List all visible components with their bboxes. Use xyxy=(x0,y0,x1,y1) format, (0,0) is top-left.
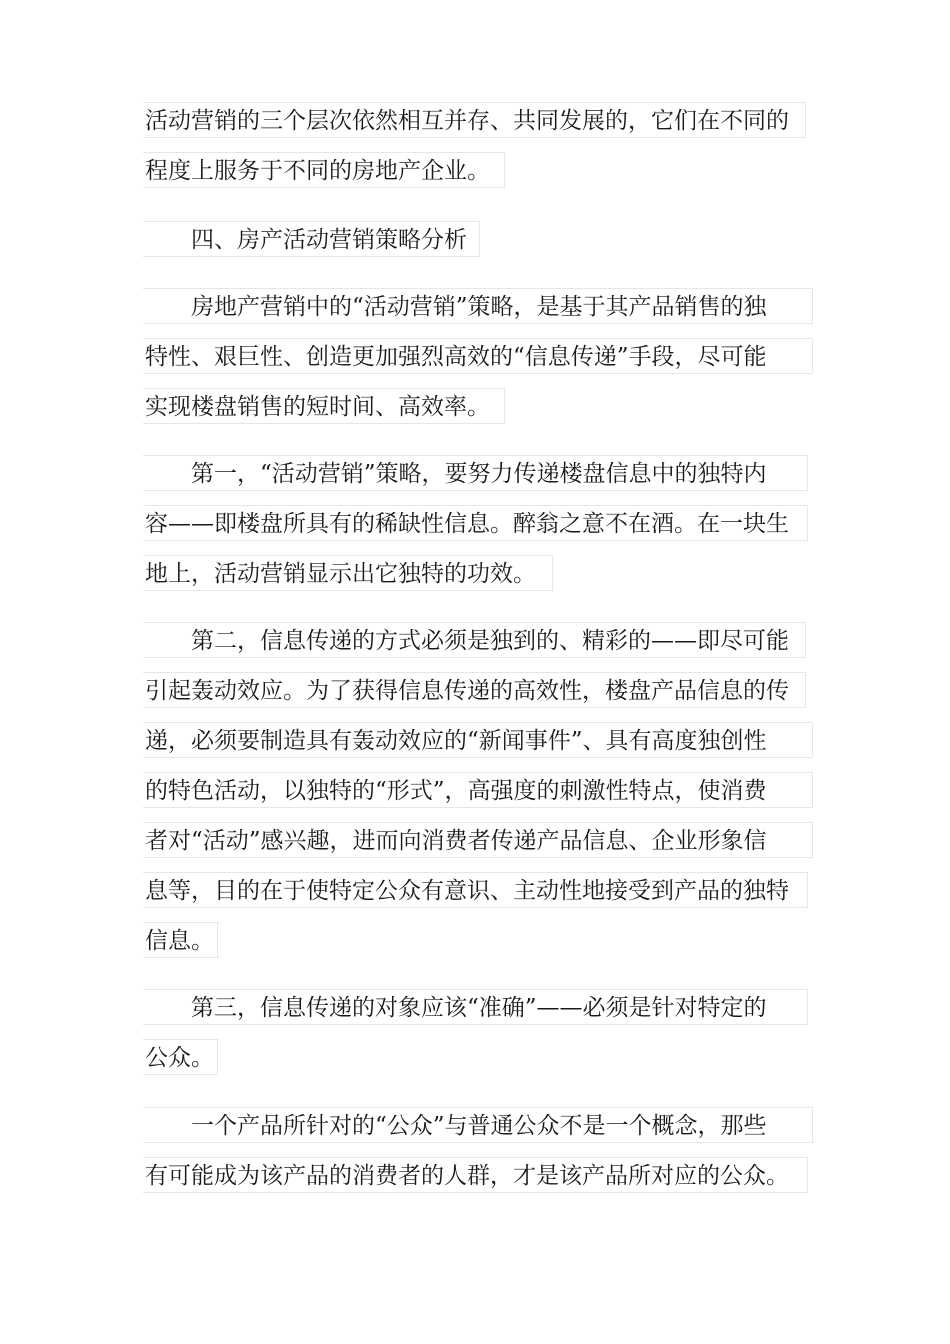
text-line: 第一，“活动营销”策略，要努力传递楼盘信息中的独特内 xyxy=(143,455,808,491)
text-line: 活动营销的三个层次依然相互并存、共同发展的，它们在不同的 xyxy=(143,102,806,138)
text-line: 者对“活动”感兴趣，进而向消费者传递产品信息、企业形象信 xyxy=(143,822,813,858)
section-heading: 四、房产活动营销策略分析 xyxy=(143,221,480,257)
text-line: 容——即楼盘所具有的稀缺性信息。醉翁之意不在酒。在一块生 xyxy=(143,505,808,541)
text-line: 的特色活动，以独特的“形式”，高强度的刺激性特点，使消费 xyxy=(143,772,813,808)
text-line: 实现楼盘销售的短时间、高效率。 xyxy=(143,388,505,424)
text-line: 引起轰动效应。为了获得信息传递的高效性，楼盘产品信息的传 xyxy=(143,672,806,708)
text-line: 特性、艰巨性、创造更加强烈高效的“信息传递”手段，尽可能 xyxy=(143,338,813,374)
text-line: 息等，目的在于使特定公众有意识、主动性地接受到产品的独特 xyxy=(143,872,808,908)
text-line: 程度上服务于不同的房地产企业。 xyxy=(143,152,505,188)
text-line: 一个产品所针对的“公众”与普通公众不是一个概念，那些 xyxy=(143,1107,813,1143)
text-line: 递，必须要制造具有轰动效应的“新闻事件”、具有高度独创性 xyxy=(143,722,813,758)
text-line: 公众。 xyxy=(143,1039,218,1075)
text-line: 第二，信息传递的方式必须是独到的、精彩的——即尽可能 xyxy=(143,622,806,658)
text-line: 房地产营销中的“活动营销”策略，是基于其产品销售的独 xyxy=(143,288,813,324)
text-line: 有可能成为该产品的消费者的人群，才是该产品所对应的公众。 xyxy=(143,1157,808,1193)
text-line: 第三，信息传递的对象应该“准确”——必须是针对特定的 xyxy=(143,989,808,1025)
text-line: 信息。 xyxy=(143,922,218,958)
text-line: 地上，活动营销显示出它独特的功效。 xyxy=(143,555,553,591)
